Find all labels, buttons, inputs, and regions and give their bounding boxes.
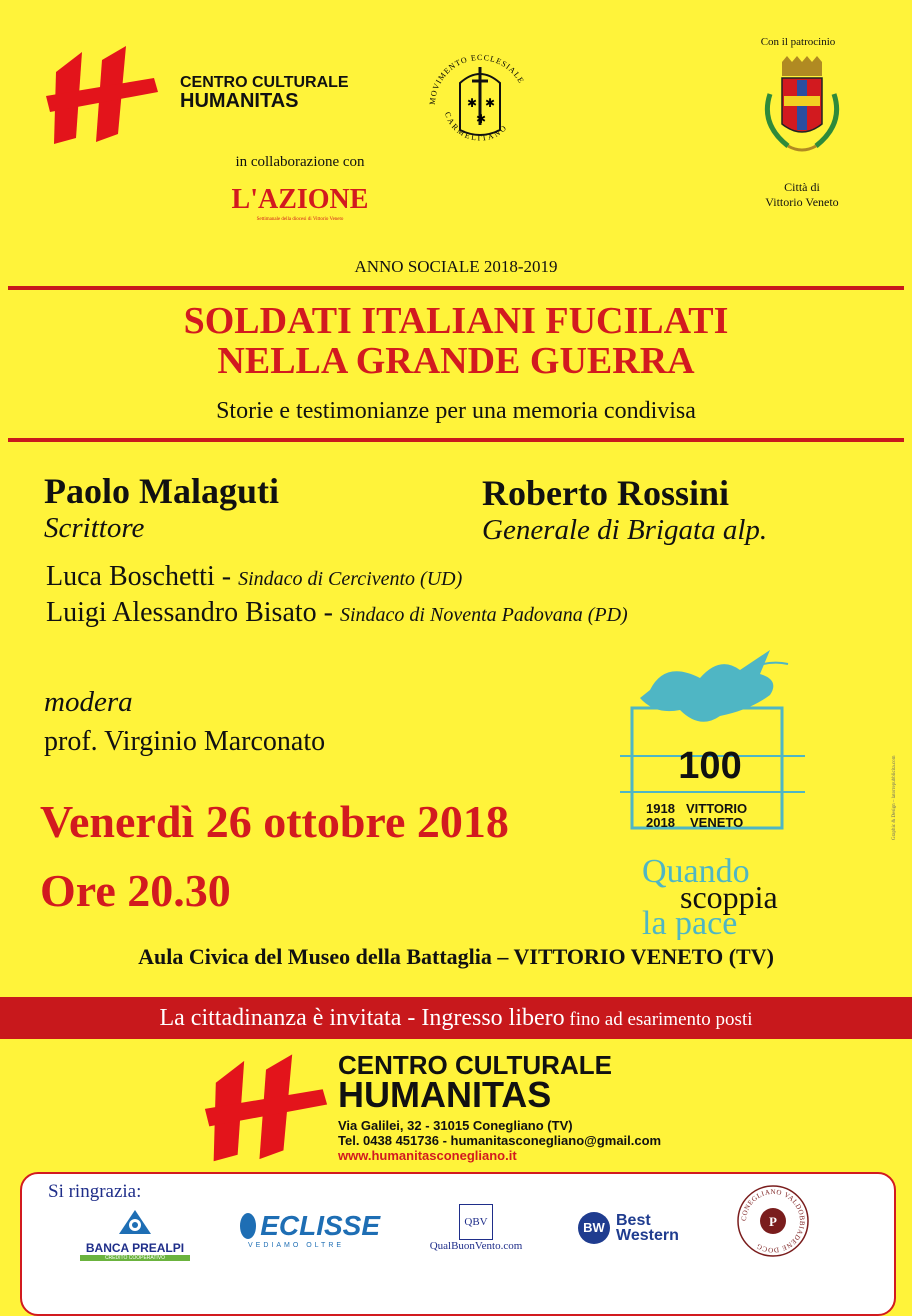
centenary-year1: 1918 xyxy=(646,801,675,816)
modera-label: modera xyxy=(44,686,133,718)
cc-line2: HUMANITAS xyxy=(180,90,299,112)
guest-role: Sindaco di Noventa Padovana (PD) xyxy=(339,604,628,626)
speaker-name: Roberto Rossini xyxy=(482,473,730,513)
sponsor-banca-prealpi xyxy=(80,1206,190,1261)
humanitas-h-logo xyxy=(42,42,162,152)
footer-line2: HUMANITAS xyxy=(338,1074,552,1115)
event-subtitle: Storie e testimonianze per una memoria condivisa xyxy=(216,398,696,424)
star-icon: ✱ xyxy=(485,96,496,110)
banca-prealpi-name: BANCA PREALPI xyxy=(85,1241,185,1255)
bw-line2: Western xyxy=(616,1227,679,1244)
footer-address: Via Galilei, 32 - 31015 Conegliano (TV) xyxy=(338,1118,573,1133)
moderator-name: prof. Virginio Marconato xyxy=(44,726,326,757)
event-date: Venerdì 26 ottobre 2018 xyxy=(40,796,509,847)
guest-item xyxy=(46,560,628,596)
centenary-logo xyxy=(620,650,810,940)
svg-text:P: P xyxy=(769,1214,777,1229)
mec-arc-text: MOVIMENTO ECCLESIALE xyxy=(427,52,527,106)
centenary-number: 100 xyxy=(678,745,742,787)
speaker-1 xyxy=(44,470,279,545)
centenary-year2: 2018 xyxy=(646,815,675,830)
invitation-note: fino ad esarimento posti xyxy=(564,1009,753,1030)
lazione-tagline: Settimanale della diocesi di Vittorio Veneto xyxy=(256,217,344,222)
event-title-line1: SOLDATI ITALIANI FUCILATI xyxy=(183,300,729,342)
divider-top xyxy=(8,286,904,290)
eclisse-name: ECLISSE xyxy=(260,1210,380,1241)
collaboration-text: in collaborazione con xyxy=(235,154,365,170)
carmelite-movement-logo xyxy=(415,35,545,165)
lazione-logo xyxy=(220,178,380,224)
eclisse-sub: VEDIAMO OLTRE xyxy=(248,1242,345,1249)
centenary-place2: VENETO xyxy=(690,815,744,830)
city-line1: Città di xyxy=(784,180,820,194)
star-icon: ✱ xyxy=(476,112,487,126)
dove-icon xyxy=(640,650,773,722)
footer-phone-email: Tel. 0438 451736 - humanitasconegliano@gmail.com xyxy=(338,1133,662,1148)
centenary-place1: VITTORIO xyxy=(686,801,748,816)
slogan-scoppia: scoppia xyxy=(680,879,778,915)
slogan-la-pace: la pace xyxy=(642,905,738,940)
footer-contacts xyxy=(338,1118,661,1163)
patronage-label: Con il patrocinio xyxy=(760,36,836,48)
guest-list xyxy=(46,560,628,632)
invitation-band xyxy=(0,997,912,1039)
event-title-line2: NELLA GRANDE GUERRA xyxy=(217,340,695,382)
sponsor-qualbuonvento xyxy=(416,1204,536,1252)
city-line2: Vittorio Veneto xyxy=(765,195,839,209)
speaker-role: Scrittore xyxy=(44,512,145,544)
guest-name: Luca Boschetti - xyxy=(46,561,239,592)
centro-culturale-name xyxy=(180,74,349,110)
star-icon: ✱ xyxy=(467,96,478,110)
best-western-icon: BW xyxy=(578,1212,610,1244)
speaker-role: Generale di Brigata alp. xyxy=(482,514,768,546)
footer-org-name xyxy=(338,1050,612,1115)
anno-sociale: ANNO SOCIALE 2018-2019 xyxy=(354,257,558,276)
banca-prealpi-sub: CREDITO COOPERATIVO xyxy=(80,1255,190,1261)
invitation-main: La cittadinanza è invitata - Ingresso libero xyxy=(159,1005,565,1031)
vittorio-veneto-crest xyxy=(752,54,852,174)
speaker-name: Paolo Malaguti xyxy=(44,471,279,511)
qbv-name: QualBuonVento.com xyxy=(429,1240,523,1252)
speaker-2 xyxy=(482,472,767,547)
qbv-icon: QBV xyxy=(459,1204,493,1240)
sponsor-eclisse xyxy=(240,1210,380,1249)
slogan-quando: Quando xyxy=(642,853,750,890)
svg-text:CARMELITANO: CARMELITANO xyxy=(442,110,510,143)
divider-bottom xyxy=(8,438,904,442)
cc-line1: CENTRO CULTURALE xyxy=(180,74,349,91)
lazione-logo-text: L'AZIONE xyxy=(231,184,369,215)
event-venue: Aula Civica del Museo della Battaglia – VITTORIO VENETO (TV) xyxy=(138,944,774,969)
guest-item xyxy=(46,596,628,632)
docg-seal-text: CONEGLIANO VALDOBBIADENE DOCG xyxy=(739,1187,807,1255)
bw-line1: Best xyxy=(616,1212,651,1229)
event-time: Ore 20.30 xyxy=(40,865,231,916)
design-credit: Graphic & Design – latorrepubblicita.com xyxy=(892,755,897,840)
eclisse-icon xyxy=(240,1213,256,1239)
thanks-label: Si ringrazia: xyxy=(48,1181,142,1202)
banca-prealpi-icon xyxy=(115,1206,155,1236)
conegliano-docg-seal xyxy=(736,1184,810,1258)
footer-line1: CENTRO CULTURALE xyxy=(338,1050,612,1080)
sponsor-best-western xyxy=(578,1212,698,1244)
humanitas-h-logo-footer xyxy=(196,1050,336,1170)
footer-website[interactable]: www.humanitasconegliano.it xyxy=(338,1148,517,1163)
city-name xyxy=(752,180,852,210)
guest-name: Luigi Alessandro Bisato - xyxy=(46,597,340,628)
guest-role: Sindaco di Cercivento (UD) xyxy=(238,568,463,590)
